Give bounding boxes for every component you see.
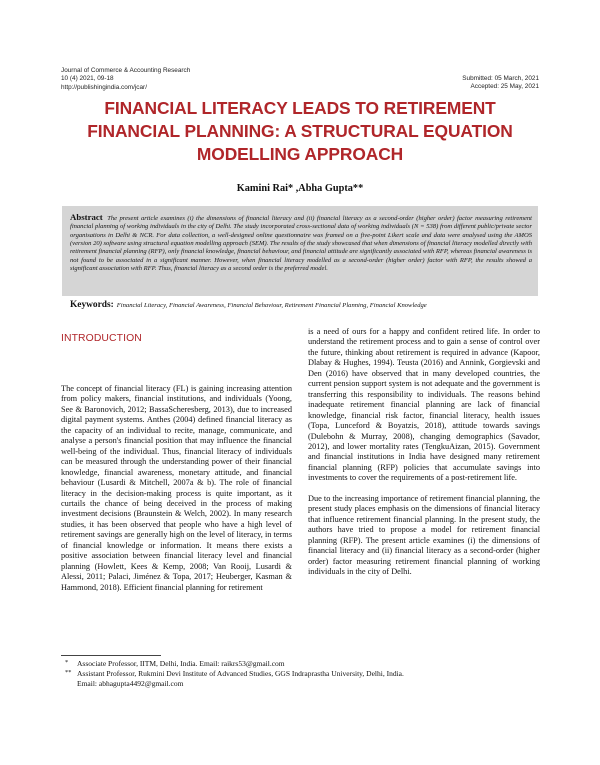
footnote — [63, 679, 543, 689]
footnotes — [63, 659, 543, 689]
body-paragraph: The concept of financial literacy (FL) is gaining increasing attention from policy makers, financial institutions, and individuals (Yoong, See & Baronovich, 2012; BassaScheresberg, 2013), due to increased digital payment systems. Anthes (2004) defined financial literacy as the capacity of an individual to recite, manage, communicate, and analyse a person's financial position that may influence the financial well-being of the individual. Thus, financial literacy of individuals can be measured through the understanding power of their financial knowledge, financial awareness, monetary attitude, and financial behaviour (Lusardi & Mitchell, 2007a & b). The role of financial literacy in the decision-making process is quite important, as it curtails the chance of being deceived in the process of making investment decisions (Braunstein & Welch, 2002). In many research studies, it has been observed that people who have a high level of retirement savings are generally high on the level of literacy, in terms of financial knowledge or information. It means there exists a positive association between financial literacy level and financial planning (Howlett, Kees & Kemp, 2008; Van Rooij, Lusardi & Alessi, 2011; Palaci, Jiménez & Topa, 2017; Heuberger, Kasman & Hammond, 2018). Efficient financial planning for retirement — [61, 384, 292, 592]
abstract-text: The present article examines (i) the dimensions of financial literacy and (ii) financial literacy as a second-order (higher order) factor measuring retirement financial planning of working individuals in the city of Delhi. The study incorporated cross-sectional data of working individuals (N = 538) from different public/private sector organisations in Delhi & NCR. For data collection, a well-designed online questionnaire was framed on a five-point Likert scale and data were analysed using the AMOS (version 20) software using structural equation modelling approach (SEM). The results of the study showcased that when dimensions of financial literacy modelled directly with retirement financial planning (RFP), only financial knowledge, financial behaviour, and financial attitude are significantly associated with RFP, whereas financial awareness is not found to be associated in a significant manner. However, when financial literacy modelled as a second-order (higher order) factor with RFP, the results showed a significant association with RFP. Thus, financial literacy as a second order is the preferred model. — [70, 215, 532, 273]
footnote — [63, 669, 543, 679]
abstract-label: Abstract — [70, 212, 103, 222]
body-paragraph: Due to the increasing importance of retirement financial planning, the present study places emphasis on the dimensions of financial literacy that influence retirement financial planning. In the present study, the authors have tried to propose a model for retirement financial planning (RFP). The present article examines (i) the dimensions of financial literacy and (ii) financial literacy as a second-order (higher order) factor measuring retirement financial planning of working individuals in the city of Delhi. — [308, 493, 540, 576]
title-line: MODELLING APPROACH — [196, 144, 404, 164]
paper-title — [60, 97, 540, 166]
article-dates — [462, 75, 539, 92]
author-line: Kamini Rai* ,Abha Gupta** — [236, 183, 364, 194]
journal-name: Journal of Commerce & Accounting Research — [61, 67, 191, 74]
footnote — [63, 659, 543, 669]
abstract — [70, 213, 532, 273]
footnote-text: Assistant Professor, Rukmini Devi Institute of Advanced Studies, GGS Indraprastha University, Delhi, India. — [77, 669, 404, 678]
footnote-text: Associate Professor, IITM, Delhi, India. Email: raikrs53@gmail.com — [77, 659, 285, 668]
title-line: FINANCIAL LITERACY LEADS TO RETIREMENT — [104, 98, 496, 118]
left-column — [61, 384, 292, 593]
footnote-divider — [61, 655, 161, 656]
journal-info — [61, 67, 190, 92]
right-column — [308, 327, 540, 577]
title-line: FINANCIAL PLANNING: A STRUCTURAL EQUATION — [87, 121, 513, 141]
footnote-mark: ** — [65, 669, 72, 676]
body-paragraph: is a need of ours for a happy and confident retired life. In order to understand the retirement process and to gain a sense of control over the future, thinking about retirement is required in advance (Kapoor, Dlabay & Hughes, 1994). Teusta (2016) and Annink, Gorgievski and Den (2016) have observed that in many developed countries, the current pension support system is not adequate and the government is transferring this responsibility to individuals. The reasons behind inadequate retirement financial planning are lack of financial knowledge, financial risk factor, financial literacy, health issues (Topa, Lunceford & Boyatzis, 2018), attitude towards savings (Dulebohn & Murray, 2008), changing demographics (Savador, 2012), and lower mortality rates (TengkuAizan, 2015). Government and financial institutions in India have designed many retirement financial planning (RFP) policies that accumulate savings into investments to cover the requirements of a post-retirement life. — [308, 327, 540, 483]
section-heading-introduction: INTRODUCTION — [61, 333, 142, 344]
keywords-text: Financial Literacy, Financial Awareness, Financial Behaviour, Retirement Financial Planning, Financial Knowledge — [116, 302, 427, 309]
accepted-date: Accepted: 25 May, 2021 — [470, 83, 539, 91]
submitted-date: Submitted: 05 March, 2021 — [462, 75, 539, 82]
journal-url[interactable]: http://publishingindia.com/jcar/ — [61, 83, 147, 91]
keywords-label: Keywords: — [70, 300, 114, 310]
footnote-text: Email: abhagupta4492@gmail.com — [77, 679, 184, 688]
journal-issue: 10 (4) 2021, 09-18 — [61, 75, 114, 83]
footnote-mark: * — [65, 659, 69, 666]
keywords — [70, 300, 540, 310]
